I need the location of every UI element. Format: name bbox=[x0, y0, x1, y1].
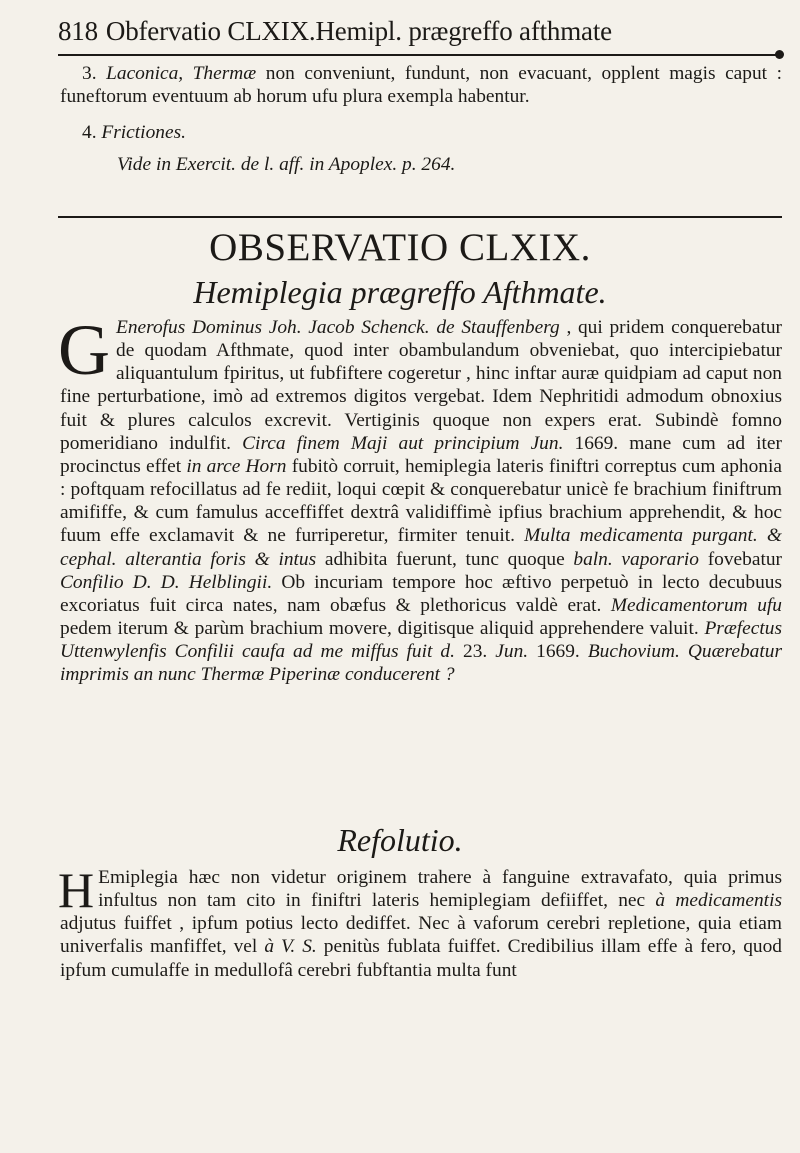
remedy-list bbox=[60, 62, 782, 176]
case-paragraph: Enerofus Dominus Joh. Jacob Schenck. de Stauffenberg , qui pridem conquerebatur de quodam Afthmate, quod inter obambulandum obveniebat, quo intercipiebatur aliquantulum fpiritus, ut fubfiftere cogeretur , hinc inftar auræ quidpiam ad caput non fine perturbatione, imò ad extremos digitos vergebat. Idem Nephritidi admodum obnoxius fuit & plures calculos excrevit. Vertiginis quoque non expers erat. Subindè fomno pomeridiano indulfit. Circa finem Maji aut principium Jun. 1669. mane cum ad iter procinctus effet in arce Horn fubitò corruit, hemiplegia lateris finiftri correptus cum aphonia : poftquam refocillatus ad fe rediit, loqui cœpit & conquerebatur unicè fe brachium finiftrum amififfe, & cum famulus acceffiffet dextrâ validiffimè ipfius brachium apprehendit, & hoc fuum effe exclamavit & ne furriperetur, firmiter tenuit. Multa medicamenta purgant. & cephal. alterantia foris & intus adhibita fuerunt, tunc quoque baln. vaporario fovebatur Confilio D. D. Helblingii. Ob incuriam tempore hoc æftivo perpetuò in lecto decubuus excoriatus fuit circa nates, nam obæfus & plethoricus valdè erat. Medicamentorum ufu pedem iterum & parùm brachium movere, digitisque aliquid apprehendere valuit. Præfectus Uttenwylenfis Confilii caufa ad me miffus fuit d. 23. Jun. 1669. Buchovium. Quærebatur imprimis an nunc Thermæ Piperinæ conducerent ? bbox=[60, 317, 783, 686]
list-item-term: Frictiones. bbox=[101, 122, 186, 143]
header-rule-dot bbox=[775, 50, 784, 59]
resolutio-paragraph: Emiplegia hæc non videtur originem trahere à fanguine extravafato, quia primus infultus non tam cito in finiftri lateris hemiplegiam defiiffet, nec à medicamentis adjutus fuiffet , ipfum potius lecto dediffet. Nec à vaforum cerebri repletione, quia etiam univerfalis manfiffet, vel à V. S. penitùs fublata fuiffet. Credibilius illam effe à fero, quod ipfum cumulaffe in medullofâ cerebri fubftantia multa funt bbox=[60, 867, 783, 981]
drop-cap: G bbox=[58, 310, 110, 390]
drop-cap: H bbox=[58, 862, 95, 918]
running-head bbox=[58, 14, 782, 48]
list-number: 3. bbox=[82, 63, 97, 84]
header-rule bbox=[58, 54, 782, 56]
resolutio-heading: Refolutio. bbox=[337, 822, 463, 858]
resolutio-text bbox=[58, 862, 783, 982]
list-item-text: non conveniunt, fundunt, non evacuant, opplent magis caput : funeftorum eventuum ab horum ufu plura exempla habentur. bbox=[60, 63, 782, 107]
observation-subtitle: Hemiplegia prægreffo Afthmate. bbox=[193, 274, 607, 310]
section-rule bbox=[58, 216, 782, 218]
case-text bbox=[58, 310, 783, 687]
list-item-term: Laconica, Thermæ bbox=[106, 63, 257, 84]
list-item-4 bbox=[60, 121, 782, 144]
list-number: 4. bbox=[82, 122, 97, 143]
observation-title: OBSERVATIO CLXIX. bbox=[209, 226, 591, 269]
list-item-3 bbox=[60, 62, 782, 108]
running-title: Obfervatio CLXIX.Hemipl. prægreffo afthmate bbox=[105, 16, 612, 46]
cross-reference: Vide in Exercit. de l. aff. in Apoplex. p. 264. bbox=[117, 154, 456, 175]
page-number: 818 bbox=[58, 16, 98, 46]
